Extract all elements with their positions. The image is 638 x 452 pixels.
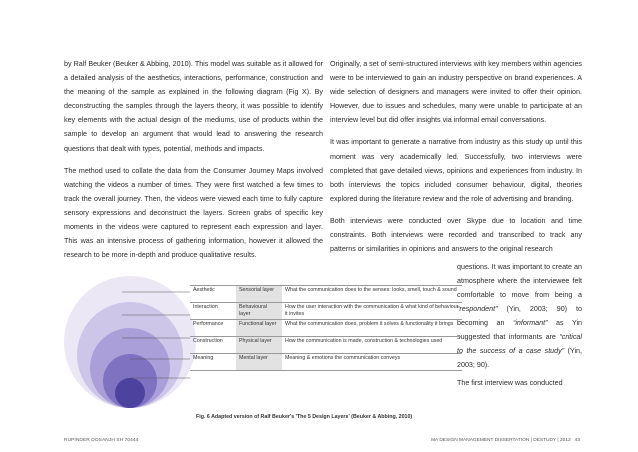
text-run: (Yin, 2003; 90) to becoming an <box>457 304 582 327</box>
quote-critical: “critical to the success of a case study” <box>457 332 582 355</box>
body-paragraph: It was important to generate a narrative from industry as this study up until this moment was very academically led. Successfully, two interviews were completed that gave detailed views, opinions and experiences from industry. In both interviews the topics included consumer behaviour, digital, theories explored during the literature review and the role of advertising and branding. <box>330 138 582 203</box>
body-paragraph: by Ralf Beuker (Beuker & Abbing, 2010). This model was suitable as it allowed for a detailed analysis of the aesthetics, interactions, performance, construction and the meaning of the sample as explained in the following diagram (Fig X). By deconstructing the samples through the layers theory, it was possible to identify key elements with the actual design of the mediums, use of products within the sample to develop an argument that would lead to answering the research questions that dealt with types, potential, methods and impacts. <box>64 60 323 153</box>
footer-author: RUPINDER DOSANJH SH 70444 <box>64 438 139 443</box>
table-row <box>190 354 462 371</box>
footer-title: MA DESIGN MANAGEMENT DISSERTATION | DESTUDY | 2012 <box>431 438 571 443</box>
layer-circle-meaning <box>115 378 145 408</box>
table-cell-layer: Functional layer <box>236 320 282 337</box>
design-layers-diagram <box>60 275 200 410</box>
body-paragraph <box>457 261 582 373</box>
design-layers-table <box>190 285 462 371</box>
table-cell-aspect: Performance <box>190 320 236 337</box>
table-cell-aspect: Construction <box>190 337 236 354</box>
figure-caption: Fig. 6 Adapted version of Ralf Beuker's 'The 5 Design Layers' (Beuker & Abbing, 2010) <box>196 414 413 420</box>
text-run: as Yin suggested that informants are <box>457 318 582 341</box>
body-paragraph: Both interviews were conducted over Skype due to location and time constraints. Both interviews were recorded and transcribed to track any patterns or similarities in opinions and answers to the original research <box>330 216 582 254</box>
text-run: (Yin, 2003; 90). <box>457 346 582 369</box>
table-cell-layer: Physical layer <box>236 337 282 354</box>
body-paragraph: The method used to collate the data from the Consumer Journey Maps involved watching the videos a number of times. They were first watched a few times to track the overall journey. Then, the videos were viewed each time to fully capture sensory expressions and deconstruct the layers. Screen grabs of specific key moments in the videos were captured to represent each expression and layer. This was an intensive process of gathering information, however it allowed the research to be more in-depth and produce qualitative results. <box>64 166 323 260</box>
table-cell-layer: Mental layer <box>236 354 282 371</box>
table-cell-description: What the communication does to the senses: looks, smell, touch & sound <box>282 286 462 303</box>
table-cell-description: Meaning & emotions the communication conveys <box>282 354 462 371</box>
right-column <box>330 57 582 264</box>
text-run: questions. It was important to create an atmosphere where the interviewee felt comfortable to move from being a <box>457 263 582 299</box>
left-column <box>64 57 323 270</box>
table-cell-aspect: Meaning <box>190 354 236 371</box>
table-cell-description: What the communication does, problem it solves & functionality it brings <box>282 320 462 337</box>
table-cell-aspect: Aesthetic <box>190 286 236 303</box>
footer-info <box>431 438 580 443</box>
page-number: 43 <box>574 438 580 443</box>
table-cell-aspect: Interaction <box>190 303 236 320</box>
quote-informant: “informant” <box>512 318 548 327</box>
table-row <box>190 337 462 354</box>
table-cell-description: How the user interaction with the communication & what kind of behaviour it invites <box>282 303 462 320</box>
table-cell-description: How the communication is made, construction & technologies used <box>282 337 462 354</box>
table-cell-layer: Behavioural layer <box>236 303 282 320</box>
body-paragraph: Originally, a set of semi-structured interviews with key members within agencies were to be interviewed to gain an industry perspective on brand experiences. A wide selection of designers and managers were invited to offer their opinion. However, due to issues and schedules, many were unable to participate at an interview level but did offer insights via informal email conversations. <box>330 60 582 125</box>
table-cell-layer: Sensorial layer <box>236 286 282 303</box>
body-paragraph: The first interview was conducted <box>457 378 563 387</box>
quote-respondent: “respondent” <box>457 304 498 313</box>
table-row <box>190 286 462 303</box>
table-row <box>190 303 462 320</box>
table-row <box>190 320 462 337</box>
right-column-continued <box>457 261 582 395</box>
